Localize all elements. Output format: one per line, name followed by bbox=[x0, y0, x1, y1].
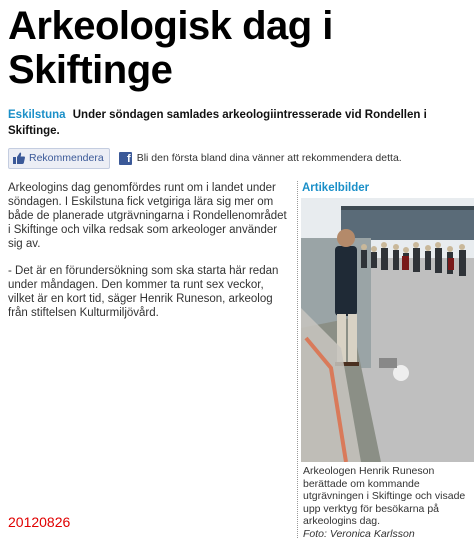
recommend-label: Rekommendera bbox=[29, 152, 104, 164]
article-lead bbox=[8, 107, 470, 139]
date-stamp: 20120826 bbox=[8, 514, 70, 530]
social-bar bbox=[8, 148, 402, 168]
recommend-button[interactable] bbox=[8, 148, 110, 169]
body-paragraph-2: - Det är en förundersökning som ska starta här redan under måndagen. Den kommer ta runt sex veckor, vilket är en kort tid, säger Henrik Runeson, arkeolog från stiftelsen Kulturmiljövård. bbox=[8, 264, 290, 320]
caption-text: Arkeologen Henrik Runeson berättade om kommande utgrävningen i Skiftinge och visade upp verktyg för besökarna på arkeologins dag. bbox=[303, 465, 465, 527]
article-body bbox=[8, 181, 290, 333]
lead-text: Under söndagen samlades arkeologiintresserade vid Rondellen i Skiftinge. bbox=[8, 109, 427, 137]
article-images-sidebar bbox=[297, 181, 474, 538]
article-headline bbox=[8, 4, 470, 92]
article-photo[interactable] bbox=[301, 198, 474, 462]
photo-caption bbox=[303, 465, 474, 540]
sidebar-title: Artikelbilder bbox=[302, 181, 474, 195]
thumbs-up-icon bbox=[12, 151, 26, 165]
facebook-social-text: Bli den första bland dina vänner att rekommendera detta. bbox=[137, 152, 402, 164]
facebook-icon: f bbox=[119, 152, 132, 165]
body-paragraph-1: Arkeologins dag genomfördes runt om i landet under söndagen. I Eskilstuna fick vetgiriga lära sig mer om både de planerade utgrävningarna i Rondellenområdet i Skiftinge och vilka redsak som arkeologer använder sig av. bbox=[8, 181, 290, 251]
headline-line-2: Skiftinge bbox=[8, 48, 470, 92]
headline-line-1: Arkeologisk dag i bbox=[8, 4, 470, 48]
photo-credit: Foto: Veronica Karlsson bbox=[303, 528, 474, 540]
location-label[interactable]: Eskilstuna bbox=[8, 109, 66, 121]
